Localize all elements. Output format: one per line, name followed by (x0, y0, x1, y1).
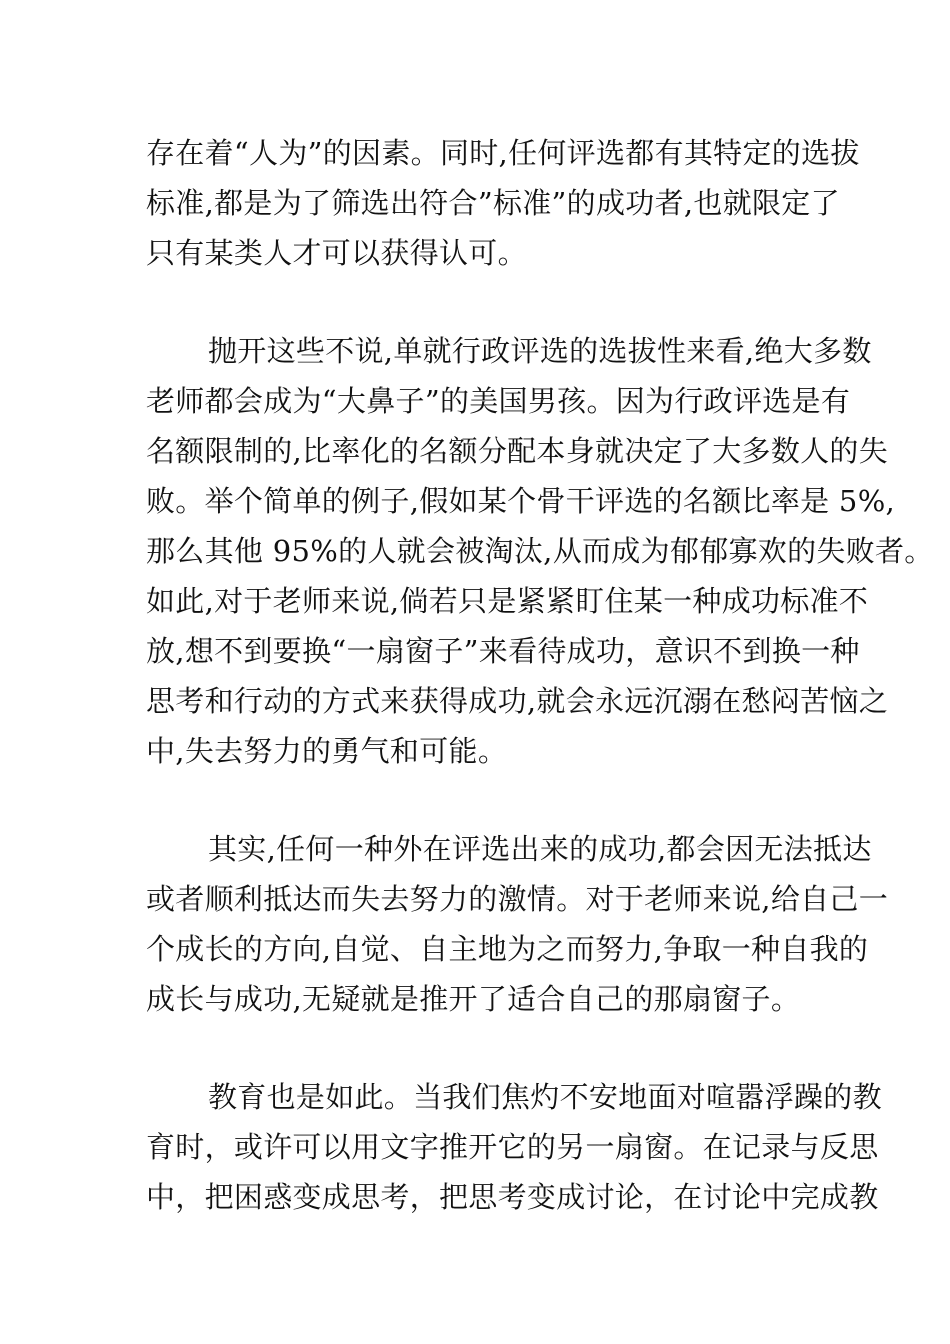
text-line: 中，把困惑变成思考，把思考变成讨论，在讨论中完成教 (146, 1180, 879, 1214)
text-line: 育时，或许可以用文字推开它的另一扇窗。在记录与反思 (146, 1130, 879, 1164)
paragraph-spacer (146, 278, 816, 326)
document-page (146, 128, 934, 1222)
text-line: 那么其他 95%的人就会被淘汰,从而成为郁郁寡欢的失败者。 (146, 534, 934, 568)
text-line: 教育也是如此。当我们焦灼不安地面对喧嚣浮躁的教 (208, 1080, 882, 1114)
text-line: 其实,任何一种外在评选出来的成功,都会因无法抵达 (208, 832, 872, 866)
text-line: 老师都会成为“大鼻子”的美国男孩。因为行政评选是有 (146, 384, 851, 418)
paragraph-2 (146, 326, 934, 776)
text-line: 中,失去努力的勇气和可能。 (146, 734, 508, 768)
text-line: 存在着“人为”的因素。同时,任何评选都有其特定的选拔 (146, 136, 860, 170)
text-line: 个成长的方向,自觉、自主地为之而努力,争取一种自我的 (146, 932, 869, 966)
paragraph-spacer (146, 1024, 816, 1072)
text-line: 名额限制的,比率化的名额分配本身就决定了大多数人的失 (146, 434, 889, 468)
text-line: 或者顺利抵达而失去努力的激情。对于老师来说,给自己一 (146, 882, 889, 916)
paragraph-4 (146, 1072, 882, 1222)
text-line: 思考和行动的方式来获得成功,就会永远沉溺在愁闷苦恼之 (146, 684, 889, 718)
paragraph-3 (146, 824, 889, 1024)
text-line: 成长与成功,无疑就是推开了适合自己的那扇窗子。 (146, 982, 801, 1016)
text-line: 标准,都是为了筛选出符合”标准”的成功者,也就限定了 (146, 186, 840, 220)
paragraph-spacer (146, 776, 816, 824)
text-line: 败。举个简单的例子,假如某个骨干评选的名额比率是 5%, (146, 484, 896, 518)
paragraph-1 (146, 128, 860, 278)
text-line: 只有某类人才可以获得认可。 (146, 236, 527, 270)
text-line: 放,想不到要换“一扇窗子”来看待成功，意识不到换一种 (146, 634, 860, 668)
text-line: 如此,对于老师来说,倘若只是紧紧盯住某一种成功标准不 (146, 584, 869, 618)
text-line: 抛开这些不说,单就行政评选的选拔性来看,绝大多数 (208, 334, 872, 368)
